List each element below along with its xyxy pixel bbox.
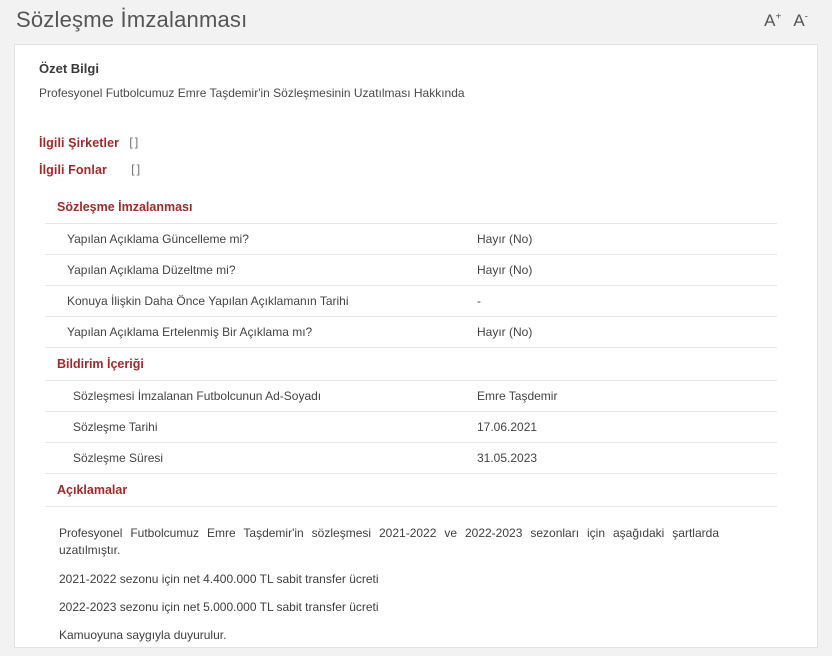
table-row xyxy=(45,380,777,411)
related-companies-label: İlgili Şirketler xyxy=(39,135,120,150)
table-row xyxy=(45,285,777,316)
note-paragraph: 2022-2023 sezonu için net 5.000.000 TL sabit transfer ücreti xyxy=(59,599,379,614)
row-value: Hayır (No) xyxy=(467,316,777,347)
row-label: Sözleşme Tarihi xyxy=(45,411,467,442)
summary-heading: Özet Bilgi xyxy=(39,61,99,76)
row-value: 31.05.2023 xyxy=(467,442,777,473)
row-value xyxy=(467,473,777,506)
page-title: Sözleşme İmzalanması xyxy=(16,7,248,32)
row-label: Yapılan Açıklama Düzeltme mi? xyxy=(45,254,467,285)
note-paragraph: Kamuoyuna saygıyla duyurulur. xyxy=(59,628,227,643)
row-label: Yapılan Açıklama Güncelleme mi? xyxy=(45,223,467,254)
page-header xyxy=(0,0,832,40)
row-value: - xyxy=(467,285,777,316)
related-funds-label: İlgili Fonlar xyxy=(39,162,107,177)
table-row xyxy=(45,254,777,285)
table-row xyxy=(45,442,777,473)
table-row xyxy=(45,347,777,380)
related-funds-value: [] xyxy=(130,162,141,177)
font-increase-sup: + xyxy=(775,10,782,22)
notes-block xyxy=(59,525,719,645)
row-value: Emre Taşdemir xyxy=(467,380,777,411)
row-value xyxy=(467,191,777,224)
font-increase-button[interactable] xyxy=(764,12,781,29)
row-label: Açıklamalar xyxy=(45,473,467,506)
related-funds-row xyxy=(39,163,799,177)
row-value: 17.06.2021 xyxy=(467,411,777,442)
related-companies-value: [] xyxy=(129,135,139,150)
row-value: Hayır (No) xyxy=(467,223,777,254)
row-label: Sözleşme Süresi xyxy=(45,442,467,473)
card-content xyxy=(15,45,817,645)
related-block xyxy=(39,136,799,177)
row-label: Konuya İlişkin Daha Önce Yapılan Açıklamanın Tarihi xyxy=(45,285,467,316)
table-row xyxy=(45,411,777,442)
row-label: Yapılan Açıklama Ertelenmiş Bir Açıklama mı? xyxy=(45,316,467,347)
table-row xyxy=(45,473,777,506)
related-companies-row xyxy=(39,136,799,150)
table-row xyxy=(45,223,777,254)
row-value: Hayır (No) xyxy=(467,254,777,285)
note-paragraph: 2021-2022 sezonu için net 4.400.000 TL sabit transfer ücreti xyxy=(59,571,379,586)
disclosure-table-body xyxy=(45,191,777,507)
font-size-controls xyxy=(764,12,818,29)
font-decrease-button[interactable] xyxy=(793,12,808,29)
font-decrease-label: A xyxy=(793,10,805,30)
summary-text: Profesyonel Futbolcumuz Emre Taşdemir'in Sözleşmesinin Uzatılması Hakkında xyxy=(39,86,465,100)
row-value xyxy=(467,347,777,380)
row-label: Sözleşme İmzalanması xyxy=(45,191,467,224)
font-increase-label: A xyxy=(764,10,776,30)
disclosure-card xyxy=(14,44,818,648)
disclosure-table xyxy=(45,191,777,507)
table-row xyxy=(45,316,777,347)
font-decrease-sup: - xyxy=(804,10,808,22)
table-row xyxy=(45,191,777,224)
note-paragraph: Profesyonel Futbolcumuz Emre Taşdemir'in sözleşmesi 2021-2022 ve 2022-2023 sezonları için aşağıdaki şartlarda uzatılmıştır. xyxy=(59,525,719,558)
row-label: Bildirim İçeriği xyxy=(45,347,467,380)
row-label: Sözleşmesi İmzalanan Futbolcunun Ad-Soyadı xyxy=(45,380,467,411)
